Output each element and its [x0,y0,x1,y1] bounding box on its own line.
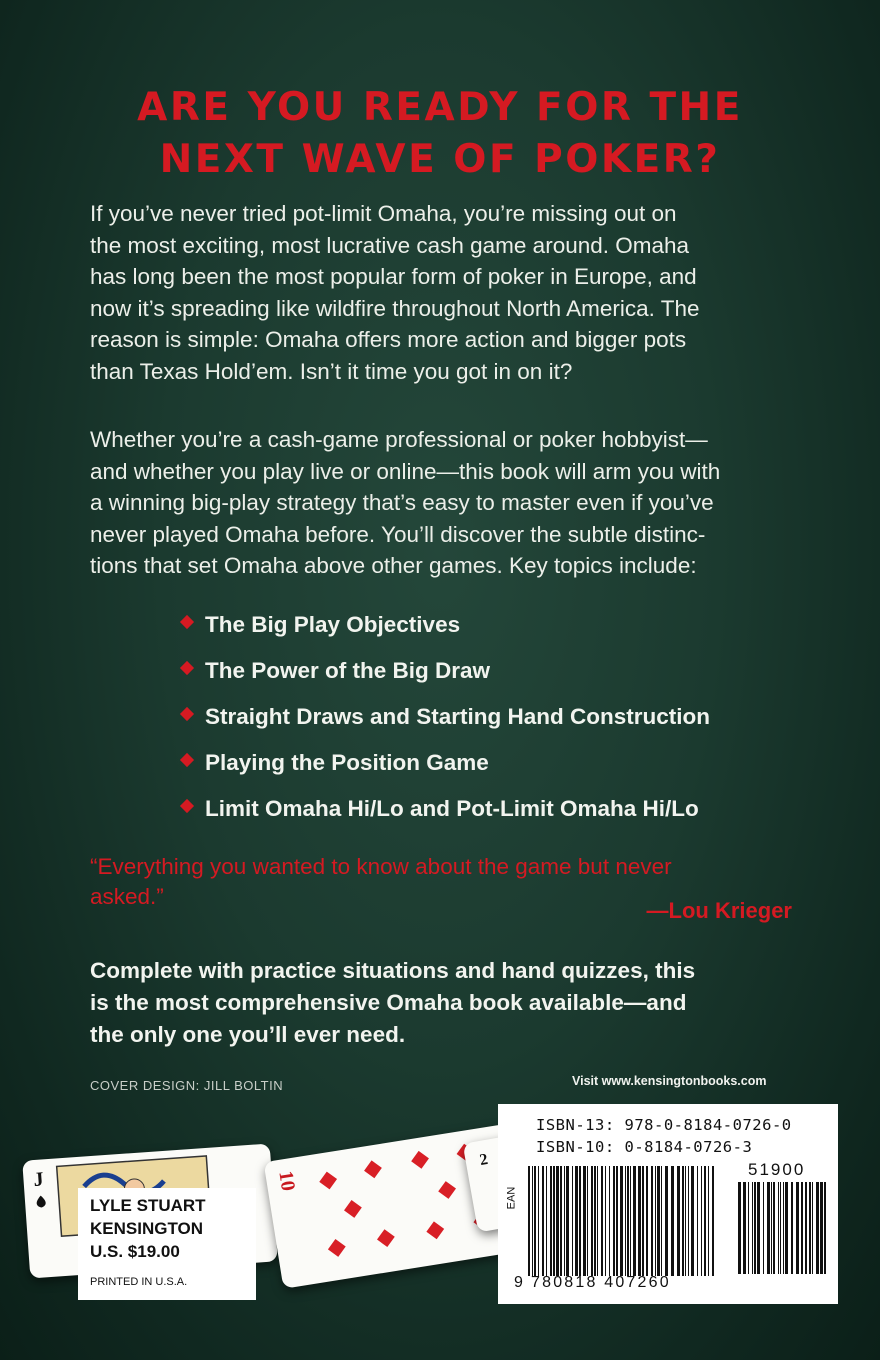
bullet-diamond-icon [180,799,194,813]
barcode-bar [773,1182,775,1274]
barcode-bar [597,1166,598,1276]
barcode-bar [546,1166,547,1276]
barcode-bar [738,1182,741,1274]
topic-label: Straight Draws and Starting Hand Construction [205,704,711,729]
barcode-bar [701,1166,702,1276]
barcode-bar [748,1182,749,1274]
barcode-icon [528,1166,718,1276]
bullet-diamond-icon [180,661,194,675]
barcode-bar [812,1182,813,1274]
barcode-bar [805,1182,807,1274]
barcode-bar [630,1166,631,1276]
headline-line-2: NEXT WAVE OF POKER? [159,137,721,182]
price-box [78,1188,256,1300]
second-paragraph [90,424,795,582]
bullet-diamond-icon [180,615,194,629]
barcode-bar [625,1166,626,1276]
barcode-bar [566,1166,569,1276]
isbn-10-label: ISBN-10: 0-8184-0726-3 [536,1138,753,1156]
barcode-bar [704,1166,706,1276]
ean-label: EAN [505,1186,518,1210]
barcode-box [498,1104,838,1304]
barcode-bar [778,1182,779,1274]
publisher-website: Visit www.kensingtonbooks.com [572,1074,767,1088]
ean-first-digit: 9 [514,1274,526,1291]
barcode-bar [757,1182,760,1274]
barcode-bar [763,1182,764,1274]
barcode-bar [534,1166,536,1276]
svg-text:J: J [32,1168,45,1192]
barcode-bar [820,1182,823,1274]
barcode-bar [809,1182,811,1274]
quote-attribution: —Lou Krieger [646,898,792,923]
barcode-bar [651,1166,653,1276]
barcode-bar [572,1166,573,1276]
barcode-bar [754,1182,756,1274]
second-line: a winning big-play strategy that’s easy to master even if you’ve [90,490,714,515]
barcode-bar [691,1166,694,1276]
bullet-diamond-icon [180,707,194,721]
barcode-bar [528,1166,530,1276]
barcode-bar [601,1166,603,1276]
barcode-bar [560,1166,562,1276]
barcode-bar [591,1166,593,1276]
barcode-bar [564,1166,565,1276]
barcode-bar [646,1166,648,1276]
price-label: U.S. $19.00 [90,1242,180,1261]
list-item [180,745,710,791]
barcode-bar [677,1166,680,1276]
barcode-bar [550,1166,552,1276]
barcode-bar [685,1166,686,1276]
closing-paragraph [90,955,795,1051]
barcode-bar [708,1166,709,1276]
intro-line: than Texas Hold’em. Isn’t it time you got in on it? [90,358,573,384]
barcode-bar [801,1182,803,1274]
bullet-diamond-icon [180,753,194,767]
barcode-bar [532,1166,533,1276]
barcode-bar [594,1166,596,1276]
barcode-bar [587,1166,588,1276]
barcode-bar [633,1166,636,1276]
ean-digit-string: 780818 407260 [531,1274,671,1291]
key-topics-list [180,607,710,837]
barcode-bar [752,1182,753,1274]
closing-line: is the most comprehensive Omaha book available—and [90,990,687,1015]
topic-label: Limit Omaha Hi/Lo and Pot-Limit Omaha Hi/Lo [205,796,699,821]
barcode-bar [816,1182,819,1274]
intro-line: now it’s spreading like wildfire throughout North America. The [90,295,700,321]
barcode-bar [785,1182,788,1274]
barcode-bar [605,1166,606,1276]
barcode-bar [583,1166,586,1276]
intro-line: reason is simple: Omaha offers more action and bigger pots [90,327,687,352]
list-item [180,699,710,745]
barcode-bar [743,1182,746,1274]
barcode-bar [791,1182,793,1274]
topic-label: The Big Play Objectives [205,612,461,637]
intro-paragraph [90,198,795,387]
barcode-bar [712,1166,714,1276]
isbn-13-label: ISBN-13: 978-0-8184-0726-0 [536,1116,792,1134]
barcode-bar [767,1182,770,1274]
barcode-bar [682,1166,684,1276]
barcode-bar [665,1166,668,1276]
barcode-bar [553,1166,555,1276]
barcode-bar [542,1166,544,1276]
barcode-bar [771,1182,772,1274]
second-line: tions that set Omaha above other games. Key topics include: [90,553,697,578]
quote-line-2: asked.” [90,884,164,909]
intro-line: the most exciting, most lucrative cash game around. Omaha [90,232,690,258]
barcode-bar [688,1166,689,1276]
barcode-bar [657,1166,660,1276]
svg-text:10: 10 [274,1169,300,1193]
barcode-bar [824,1182,826,1274]
intro-line: If you’ve never tried pot-limit Omaha, you’re missing out on [90,201,677,226]
second-line: and whether you play live or online—this book will arm you with [90,458,721,484]
printed-in-label: PRINTED IN U.S.A. [90,1276,188,1288]
barcode-bar [627,1166,629,1276]
publisher-line-2: KENSINGTON [90,1219,204,1238]
barcode-bar [613,1166,615,1276]
barcode-bar [671,1166,674,1276]
closing-line: the only one you’ll ever need. [90,1022,406,1047]
barcode-bar [579,1166,581,1276]
svg-text:2: 2 [478,1150,490,1170]
headline-line-1: ARE YOU READY FOR THE [137,85,743,130]
intro-line: has long been the most popular form of poker in Europe, and [90,264,697,289]
barcode-bar [575,1166,578,1276]
price-barcode-icon [738,1182,828,1290]
cover-credit: COVER DESIGN: JILL BOLTIN [90,1078,284,1093]
barcode-bar [620,1166,623,1276]
barcode-bar [655,1166,656,1276]
price-code: 51900 [748,1160,806,1179]
topic-label: The Power of the Big Draw [205,658,491,683]
barcode-bar [616,1166,618,1276]
headline [0,82,880,186]
barcode-bar [642,1166,644,1276]
topic-label: Playing the Position Game [205,750,489,775]
list-item [180,791,710,837]
second-line: Whether you’re a cash-game professional or poker hobbyist— [90,427,708,452]
second-line: never played Omaha before. You’ll discover the subtle distinc- [90,521,706,547]
barcode-bar [697,1166,698,1276]
barcode-bar [556,1166,559,1276]
barcode-bar [661,1166,662,1276]
barcode-bar [609,1166,610,1276]
publisher-line-1: LYLE STUART [90,1196,206,1215]
barcode-bar [796,1182,799,1274]
list-item [180,653,710,699]
barcode-bar [638,1166,641,1276]
barcode-bar [780,1182,781,1274]
closing-line: Complete with practice situations and hand quizzes, this [90,958,696,983]
barcode-bar [783,1182,784,1274]
quote-line-1: “Everything you wanted to know about the game but never [90,854,672,879]
list-item [180,607,710,653]
barcode-bar [538,1166,539,1276]
